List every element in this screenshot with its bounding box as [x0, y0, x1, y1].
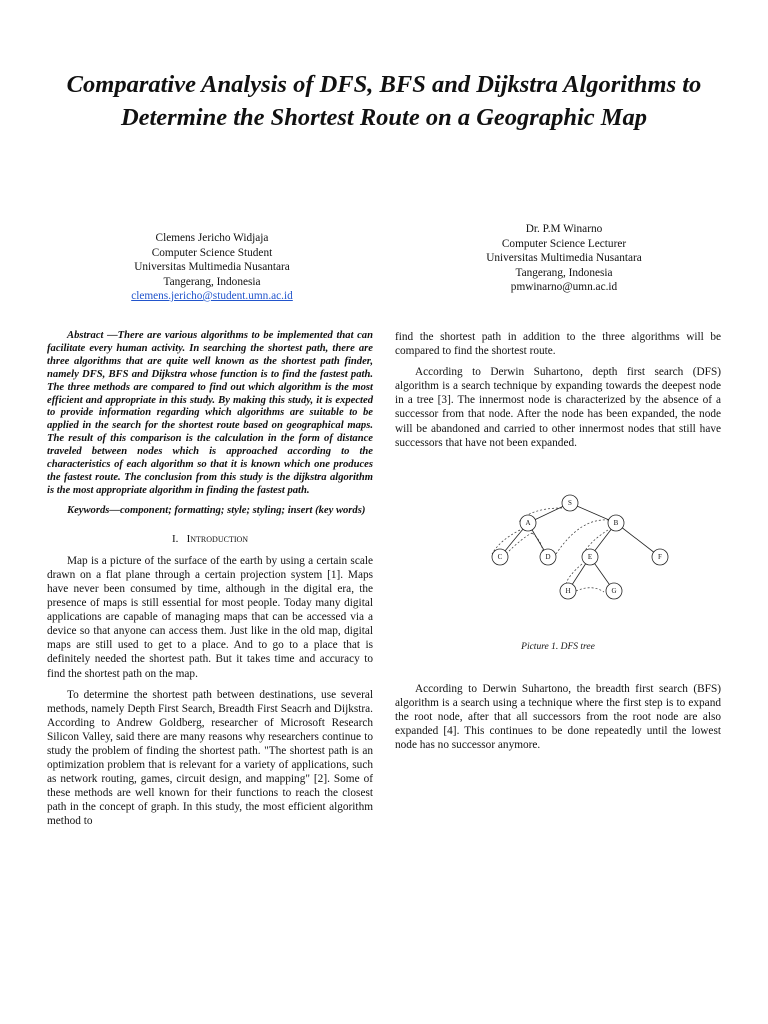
body-paragraph: find the shortest path in addition to the three algorithms will be compared to find the shortest route. [395, 331, 721, 358]
node-label: E [587, 553, 593, 561]
body-paragraph: To determine the shortest path between destinations, use several methods, namely Depth First Search, Breadth First Seacrh and Dijkstra. According to Andrew Goldberg, researcher of Microsoft Research Silicon Valley, said there are many reasons why researchers continue to study the problem of finding the shortest path. "The shortest path is an optimization problem that is relevant for a variety of applications, such as network routing, games, circuit design, and mapping" [2]. Some of these methods are well known for their functions to reach the closest path in the concept of graph. In this study, the most efficient algorithm method to [47, 688, 373, 828]
node-labels [498, 499, 662, 595]
figure-caption: Picture 1. DFS tree [521, 642, 595, 652]
traversal-arrow [532, 533, 542, 554]
node-label: A [525, 519, 531, 527]
right-column-lower [395, 682, 721, 752]
author-block-1 [92, 231, 332, 304]
traversal-arrow [556, 520, 608, 554]
keywords: Keywords—component; formatting; style; styling; insert (key words) [67, 504, 366, 516]
paper-title: Comparative Analysis of DFS, BFS and Dijkstra Algorithms to Determine the Shortest Route on a Geographic Map [66, 71, 702, 131]
author-location: Tangerang, Indonesia [515, 266, 613, 279]
dfs-tree-figure [470, 488, 670, 618]
node-label: C [497, 553, 503, 561]
body-paragraph: Map is a picture of the surface of the earth by using a certain scale drawn on a flat plane through a certain projection system [1]. Maps have never been consumed by time, although in the digital era, the presence of maps is still essential for most people. Today many digital applications are capable of managing maps that can be accessed via a device so that anyone can access them. Just like in the old map, digital maps are still used to get to a place. And to go to a place that is definitely needed the shortest path. But it takes time and accuracy to find the shortest path on the map. [47, 554, 373, 680]
traversal-arrow [576, 588, 604, 592]
author-institution: Universitas Multimedia Nusantara [486, 252, 642, 264]
body-paragraph: According to Derwin Suhartono, the breadth first search (BFS) algorithm is a search using a technique where the first step is to expand the root node, after that all successors from the root node are also expanded [4]. This continues to be done repeatedly until the lowest node has no successor anymore. [395, 683, 721, 752]
node-label: F [658, 553, 662, 561]
section-heading [47, 532, 373, 546]
abstract: Abstract —There are various algorithms to be implemented that can facilitate every human activity. In searching the shortest path, there are three algorithms that are quite well known as the shortest path finder, namely DFS, BFS and Dijkstra whose function is to find the fastest path. The three methods are compared to find out which algorithm is the most efficient and appropriate in this study. By making this study, it is expected to provide information regarding which algorithms are suitable to be applied in the search for the shortest route based on geographical maps. The result of this comparison is the calculation in the form of distance traveled between nodes which is approached according to the characteristics of each algorithm so that it is known which one produces the fastest route. The conclusion from this study is the dijkstra algorithm is the most appropriate algorithm in finding the fastest path. [47, 330, 373, 496]
author-location: Tangerang, Indonesia [163, 275, 261, 288]
left-column [47, 330, 373, 836]
node-label: D [545, 553, 551, 561]
node-label: G [611, 587, 617, 595]
author-institution: Universitas Multimedia Nusantara [134, 261, 290, 273]
node-label: S [568, 499, 572, 507]
traversal-arrow [506, 533, 532, 554]
author-role: Computer Science Lecturer [501, 237, 627, 250]
author-name: Clemens Jericho Widjaja [155, 232, 269, 244]
author-block-2 [444, 222, 684, 295]
body-paragraph: According to Derwin Suhartono, depth first search (DFS) algorithm is a search technique by expanding towards the deepest node in a tree [3]. The innermost node is characterized by the absence of a successor from that node. After the node has been expanded, the node will be abandoned and carried to other innermost nodes that still have successors that have not been expanded. [395, 366, 721, 449]
author-role: Computer Science Student [151, 246, 273, 259]
right-column [395, 330, 721, 457]
tree-nodes [492, 495, 668, 599]
node-label: B [613, 519, 619, 527]
author-email: pmwinarno@umn.ac.id [510, 281, 618, 293]
author-email-link[interactable]: clemens.jericho@student.umn.ac.id [131, 290, 293, 302]
section-number: I. [171, 532, 179, 545]
node-label: H [565, 587, 571, 595]
section-title: Introduction [186, 532, 249, 545]
author-name: Dr. P.M Winarno [525, 223, 603, 235]
